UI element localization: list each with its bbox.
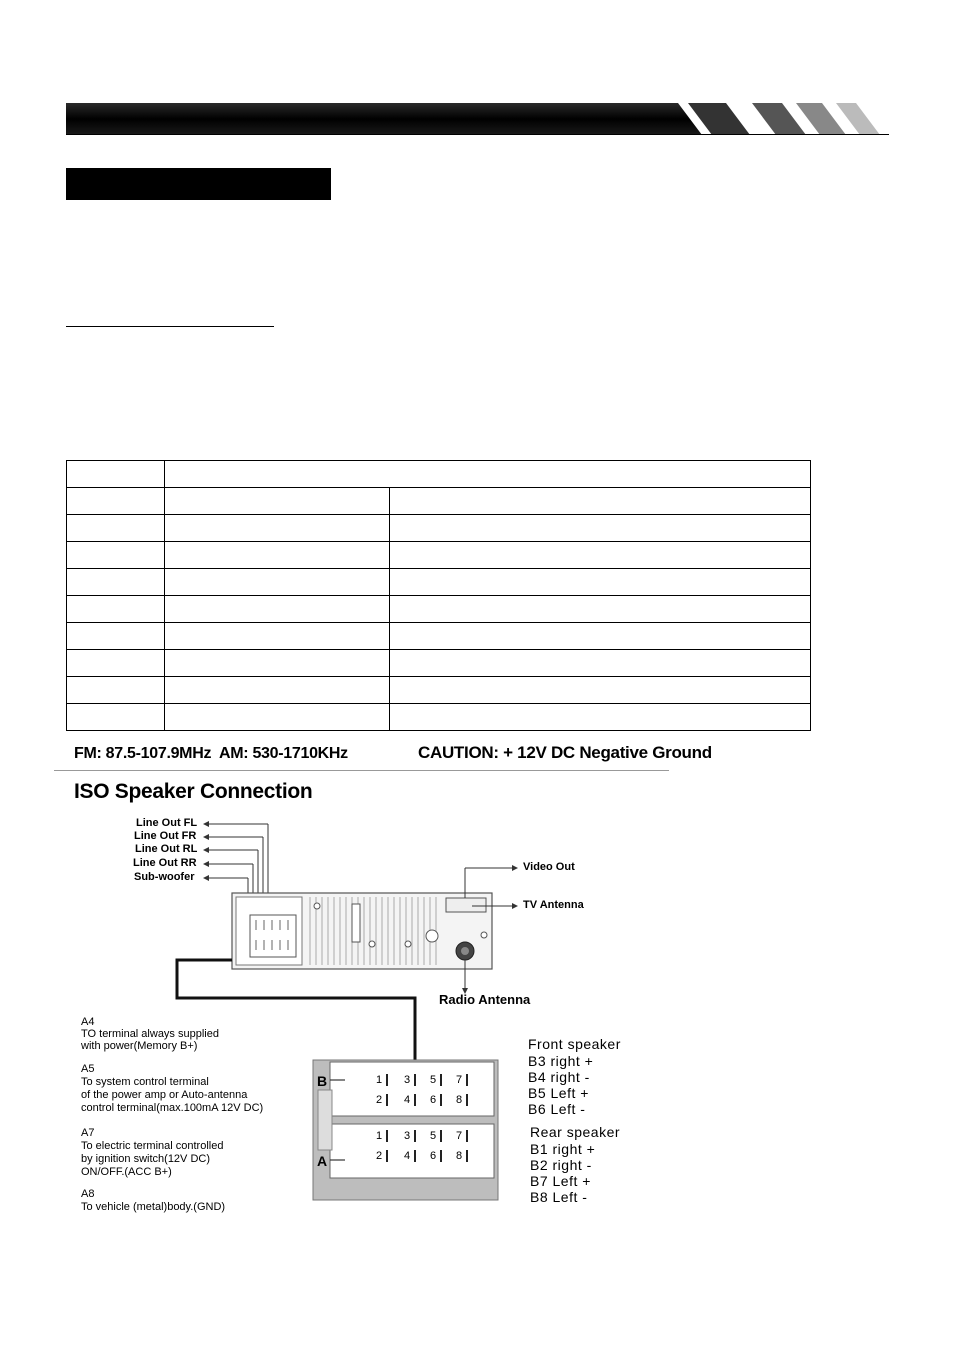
pin-b8: 8 [456, 1094, 463, 1106]
pin-a3: 3 [404, 1130, 411, 1142]
pin-a5: 5 [430, 1130, 437, 1142]
front-speaker-b5: B5 Left + [528, 1085, 589, 1101]
pin-b3: 3 [404, 1074, 411, 1086]
note-a7-line2: by ignition switch(12V DC) [81, 1153, 210, 1165]
fm-range: FM: 87.5-107.9MHz [74, 745, 212, 762]
note-a8-line1: To vehicle (metal)body.(GND) [81, 1201, 226, 1213]
subwoofer-label: Sub-woofer [134, 871, 195, 883]
line-out-rl-label: Line Out RL [135, 843, 198, 855]
line-out-fr-label: Line Out FR [134, 830, 197, 842]
front-speaker-title: Front speaker [528, 1036, 621, 1052]
pin-b1: 1 [376, 1074, 383, 1086]
rear-speaker-b2: B2 right - [530, 1157, 592, 1173]
am-range: AM: 530-1710KHz [219, 745, 348, 762]
pin-b5: 5 [430, 1074, 437, 1086]
note-a5-line2: of the power amp or Auto-antenna [81, 1089, 248, 1101]
pin-a2: 2 [376, 1150, 383, 1162]
note-a5-line3: control terminal(max.100mA 12V DC) [81, 1102, 264, 1114]
note-a8-id: A8 [81, 1188, 95, 1200]
connector-a-label: A [317, 1153, 328, 1169]
front-speaker-b6: B6 Left - [528, 1101, 586, 1117]
connector-b-label: B [317, 1073, 328, 1089]
rear-speaker-title: Rear speaker [530, 1124, 621, 1140]
note-a4-id: A4 [81, 1016, 95, 1028]
diagram-title: ISO Speaker Connection [74, 780, 313, 803]
pin-a4: 4 [404, 1150, 411, 1162]
rear-speaker-b7: B7 Left + [530, 1173, 591, 1189]
pin-a8: 8 [456, 1150, 463, 1162]
pin-b4: 4 [404, 1094, 411, 1106]
pin-b7: 7 [456, 1074, 463, 1086]
note-a7-line3: ON/OFF.(ACC B+) [81, 1166, 172, 1178]
note-a5-id: A5 [81, 1063, 95, 1075]
pin-a6: 6 [430, 1150, 437, 1162]
pin-b6: 6 [430, 1094, 437, 1106]
radio-antenna-label: Radio Antenna [439, 992, 531, 1007]
pin-a1: 1 [376, 1130, 383, 1142]
rear-speaker-b1: B1 right + [530, 1141, 596, 1157]
note-a7-id: A7 [81, 1127, 95, 1139]
pin-a7: 7 [456, 1130, 463, 1142]
line-out-fl-label: Line Out FL [136, 817, 198, 829]
line-out-rr-label: Line Out RR [133, 857, 197, 869]
front-speaker-b3: B3 right + [528, 1053, 594, 1069]
note-a7-line1: To electric terminal controlled [81, 1140, 224, 1152]
note-a4-line2: with power(Memory B+) [81, 1040, 198, 1052]
note-a5-line1: To system control terminal [81, 1076, 209, 1088]
note-a4-line1: TO terminal always supplied [81, 1028, 219, 1040]
front-speaker-b4: B4 right - [528, 1069, 590, 1085]
pin-b2: 2 [376, 1094, 383, 1106]
rear-speaker-b8: B8 Left - [530, 1189, 588, 1205]
tv-antenna-label: TV Antenna [523, 899, 584, 911]
caution-text: CAUTION: + 12V DC Negative Ground [418, 743, 712, 762]
video-out-label: Video Out [523, 861, 575, 873]
